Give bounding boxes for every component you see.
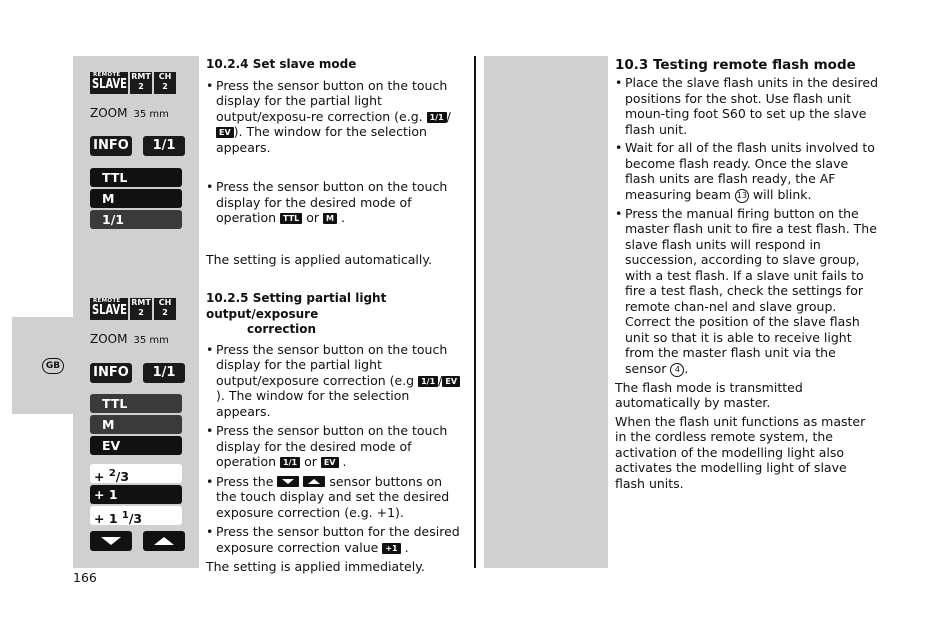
language-tab bbox=[12, 317, 73, 414]
menu-item-ttl[interactable]: TTL bbox=[90, 168, 182, 187]
bullet-text: Wait for all of the flash units involved to become flash ready. Once the slave flash units are flash ready, the AF measuring beam bbox=[625, 140, 875, 202]
bullet-text: Press the sensor button on the touch display for the desired mode of operation bbox=[216, 179, 448, 225]
list-item bbox=[206, 78, 464, 156]
ev-denominator: /3 bbox=[115, 469, 130, 484]
column-divider bbox=[474, 56, 476, 568]
bullet-text: will blink. bbox=[752, 186, 812, 202]
slave-label: SLAVE bbox=[92, 77, 127, 92]
heading-line: 10.2.5 Setting partial light output/exposure bbox=[206, 291, 387, 321]
bullet-text: Press the sensor button on the touch display for the partial light output/exposu-re correction (e.g. bbox=[216, 77, 448, 124]
ev-down-button[interactable] bbox=[90, 531, 132, 551]
bullet-text: ). The window for the selection appears. bbox=[216, 388, 410, 419]
info-bar bbox=[90, 136, 185, 156]
ratio-button[interactable]: 1/1 bbox=[143, 363, 185, 383]
zoom-label: ZOOM bbox=[90, 332, 128, 346]
zoom-value: 35 mm bbox=[133, 109, 169, 120]
paragraph: When the flash unit functions as master in the cordless remote system, the activation of the modelling light also activates the modelling light of slave flash units. bbox=[615, 413, 866, 491]
ev-chip: EV bbox=[216, 127, 234, 138]
arrow-up-icon bbox=[154, 537, 174, 545]
menu-item-ratio[interactable]: 1/1 bbox=[90, 210, 182, 229]
separator: / bbox=[438, 372, 443, 388]
bullet-text: Press the sensor button for the desired exposure correction value bbox=[216, 524, 460, 555]
m-chip: M bbox=[323, 213, 337, 224]
remote-label: REMOTE bbox=[93, 298, 121, 304]
list-item bbox=[206, 524, 464, 555]
list-item: • Place the slave flash units in the desired positions for the shot. Use flash unit moun-ting foot S60 to set up the slave flash unit. bbox=[615, 75, 880, 137]
ev-arrow-buttons bbox=[90, 531, 185, 551]
separator: / bbox=[446, 108, 451, 124]
ttl-chip: TTL bbox=[280, 213, 302, 224]
ratio-chip: 1/1 bbox=[427, 112, 447, 123]
bullet-text: . bbox=[404, 539, 409, 555]
info-button[interactable]: INFO bbox=[90, 136, 132, 156]
ev-numerator: 2 bbox=[108, 468, 116, 479]
up-arrow-chip bbox=[303, 476, 325, 487]
heading-line: correction bbox=[247, 322, 317, 336]
ch-value: 2 bbox=[162, 82, 168, 91]
ratio-chip: 1/1 bbox=[418, 376, 438, 387]
reference-number: 4 bbox=[670, 363, 684, 377]
bullet-text: . bbox=[340, 210, 345, 225]
bullet-text: . bbox=[342, 454, 347, 469]
ch-value: 2 bbox=[162, 308, 168, 317]
info-button[interactable]: INFO bbox=[90, 363, 132, 383]
ch-label: CH bbox=[158, 298, 172, 307]
menu-item-m[interactable]: M bbox=[90, 415, 182, 434]
language-badge: GB bbox=[42, 358, 64, 374]
ch-indicator bbox=[154, 298, 176, 320]
menu-item-m[interactable]: M bbox=[90, 189, 182, 208]
paragraph: The flash mode is transmitted automatically by master. bbox=[615, 379, 803, 410]
rmt-value: 2 bbox=[138, 82, 144, 91]
mode-menu bbox=[90, 168, 185, 229]
zoom-label: ZOOM bbox=[90, 106, 128, 120]
right-column bbox=[615, 57, 880, 491]
section-heading-1025 bbox=[206, 291, 464, 338]
section-heading-103: 10.3 Testing remote flash mode bbox=[615, 57, 856, 73]
rmt-indicator bbox=[130, 72, 152, 94]
bullet-text: ). The window for the selection appears. bbox=[216, 124, 427, 155]
arrow-down-icon bbox=[282, 479, 294, 484]
slave-indicator bbox=[90, 298, 128, 320]
zoom-value: 35 mm bbox=[133, 335, 169, 346]
ratio-chip: 1/1 bbox=[280, 457, 300, 468]
rmt-label: RMT bbox=[131, 298, 151, 307]
ev-value-item[interactable] bbox=[90, 464, 182, 483]
bullet-text: Press the bbox=[216, 473, 274, 489]
list-item bbox=[615, 140, 880, 203]
list-item bbox=[206, 423, 464, 470]
menu-item-ev[interactable]: EV bbox=[90, 436, 182, 455]
ratio-button[interactable]: 1/1 bbox=[143, 136, 185, 156]
arrow-down-icon bbox=[101, 537, 121, 545]
mode-menu bbox=[90, 394, 185, 455]
arrow-up-icon bbox=[308, 479, 320, 484]
ev-whole: + 1 bbox=[94, 487, 118, 502]
bullet-text: Press the manual firing button on the master flash unit to fire a test flash. The slave flash units will respond in succession, according to slave group, with a test flash. If a slave unit fails to fire a test flash, check the settings for remote chan-nel and slave group. Correct the position of the slave flash unit so that it is able to receive light from the master flash unit via the sensor bbox=[625, 205, 877, 376]
list-item bbox=[206, 474, 464, 521]
bullet-text: . bbox=[684, 360, 689, 376]
rmt-indicator bbox=[130, 298, 152, 320]
remote-label: REMOTE bbox=[93, 72, 121, 78]
or-text: or bbox=[306, 210, 319, 225]
reference-number: 13 bbox=[735, 189, 749, 203]
ev-whole: + bbox=[94, 469, 109, 484]
list-item bbox=[615, 206, 880, 377]
list-item bbox=[206, 342, 464, 420]
ev-chip: EV bbox=[321, 457, 339, 468]
lcd-display-1 bbox=[90, 72, 185, 231]
ev-chip: EV bbox=[442, 376, 460, 387]
slave-label: SLAVE bbox=[92, 303, 127, 318]
middle-column bbox=[206, 57, 464, 575]
slave-indicator bbox=[90, 72, 128, 94]
down-arrow-chip bbox=[277, 476, 299, 487]
rmt-value: 2 bbox=[138, 308, 144, 317]
bullet-text: Press the sensor button on the touch display for the desired mode of operation bbox=[216, 423, 448, 469]
lcd-display-2 bbox=[90, 298, 185, 551]
lcd-status-bar bbox=[90, 72, 185, 94]
zoom-readout bbox=[90, 332, 185, 352]
page-number: 166 bbox=[73, 570, 97, 585]
info-bar bbox=[90, 363, 185, 383]
lcd-status-bar bbox=[90, 298, 185, 320]
bullet-text: Press the sensor button on the touch display for the partial light output/exposure correction (e.g bbox=[216, 341, 448, 388]
ev-denominator: /3 bbox=[128, 511, 143, 526]
right-illustration-column bbox=[484, 56, 608, 568]
section-heading-1024: 10.2.4 Set slave mode bbox=[206, 57, 357, 71]
ch-label: CH bbox=[158, 72, 172, 81]
section-note: The setting is applied immediately. bbox=[206, 559, 425, 574]
section-note: The setting is applied automatically. bbox=[206, 251, 432, 267]
ev-numerator: 1 bbox=[121, 510, 129, 521]
or-text: or bbox=[304, 454, 317, 469]
bullet-text: sensor buttons on the touch display and set the desired exposure correction (e.g. +1). bbox=[216, 473, 450, 520]
ev-value-item[interactable] bbox=[90, 506, 182, 525]
zoom-readout bbox=[90, 106, 185, 126]
menu-item-ttl[interactable]: TTL bbox=[90, 394, 182, 413]
ev-up-button[interactable] bbox=[143, 531, 185, 551]
ev-whole: + 1 bbox=[94, 511, 122, 526]
plus-one-chip: +1 bbox=[382, 543, 400, 554]
rmt-label: RMT bbox=[131, 72, 151, 81]
ev-value-list bbox=[90, 464, 185, 525]
list-item bbox=[206, 179, 464, 226]
ev-value-item[interactable] bbox=[90, 485, 182, 504]
ch-indicator bbox=[154, 72, 176, 94]
